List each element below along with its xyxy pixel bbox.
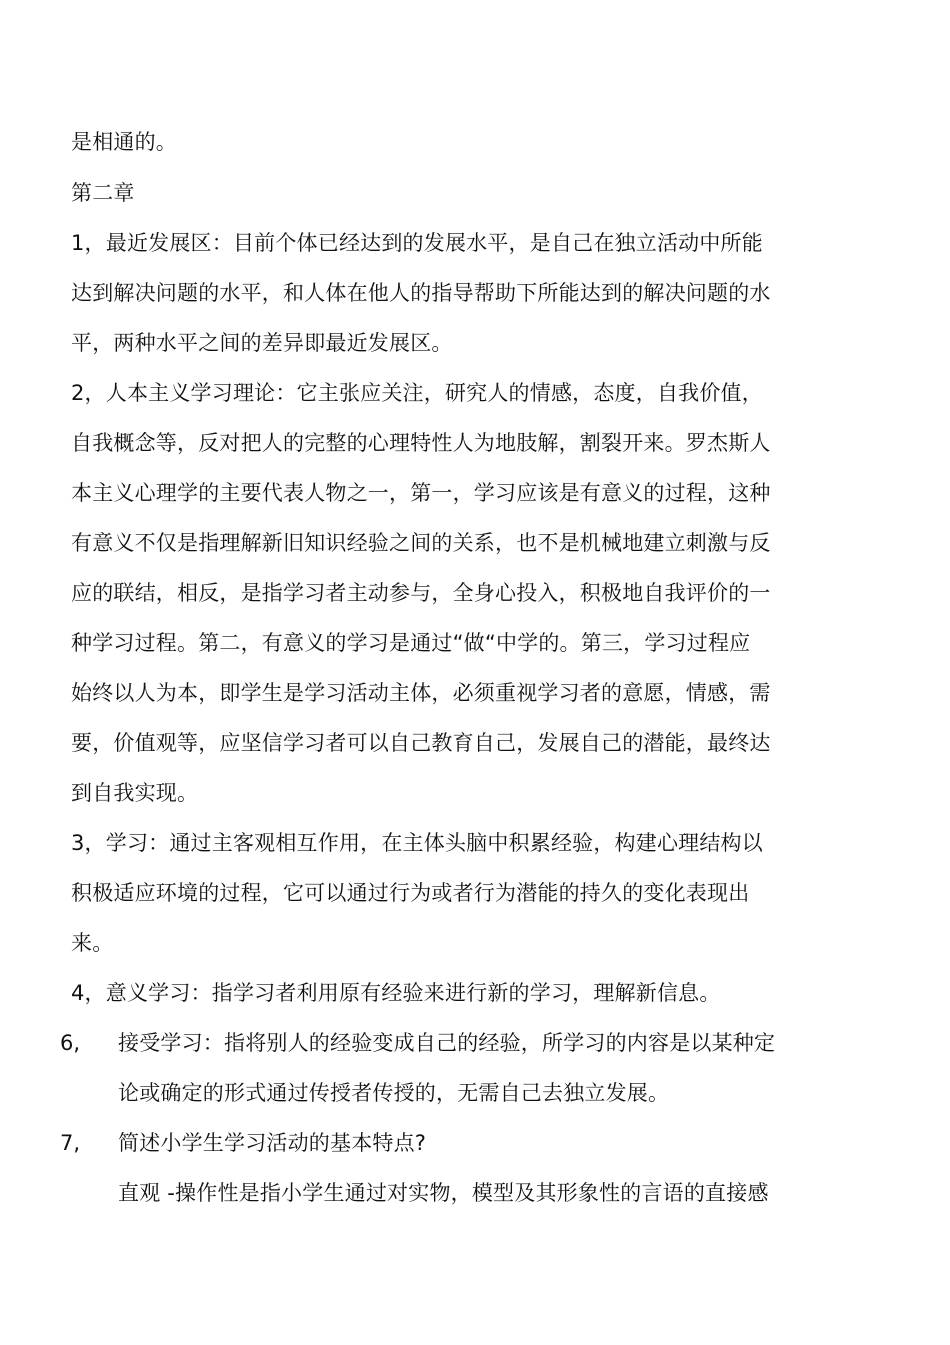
text-line: 到自我实现。 bbox=[71, 781, 199, 805]
text-line: 3，学习：通过主客观相互作用，在主体头脑中积累经验，构建心理结构以 bbox=[71, 831, 763, 855]
text-line: 积极适应环境的过程，它可以通过行为或者行为潜能的持久的变化表现出 bbox=[71, 881, 750, 905]
text-line: 是相通的。 bbox=[71, 130, 177, 154]
text-line: 要，价值观等，应坚信学习者可以自己教育自己，发展自己的潜能，最终达 bbox=[71, 731, 771, 755]
item-7-line-1: 简述小学生学习活动的基本特点? bbox=[118, 1131, 427, 1155]
text-line: 种学习过程。第二，有意义的学习是通过“做“中学的。第三，学习过程应 bbox=[71, 631, 751, 655]
text-line: 达到解决问题的水平，和人体在他人的指导帮助下所能达到的解决问题的水 bbox=[71, 281, 771, 305]
item-6-line-1: 接受学习：指将别人的经验变成自己的经验，所学习的内容是以某种定 bbox=[118, 1031, 776, 1055]
text-line: 来。 bbox=[71, 931, 114, 955]
item-7-number: 7, bbox=[60, 1131, 81, 1155]
item-6-number: 6, bbox=[60, 1031, 81, 1055]
text-line: 2，人本主义学习理论：它主张应关注，研究人的情感，态度，自我价值， bbox=[71, 381, 763, 405]
item-6-line-2: 论或确定的形式通过传授者传授的，无需自己去独立发展。 bbox=[118, 1081, 670, 1105]
text-line: 应的联结，相反，是指学习者主动参与，全身心投入，积极地自我评价的一 bbox=[71, 581, 771, 605]
text-line: 1，最近发展区：目前个体已经达到的发展水平，是自己在独立活动中所能 bbox=[71, 231, 763, 255]
text-line: 自我概念等，反对把人的完整的心理特性人为地肢解，割裂开来。罗杰斯人 bbox=[71, 431, 771, 455]
text-line: 始终以人为本，即学生是学习活动主体，必须重视学习者的意愿，情感，需 bbox=[71, 681, 771, 705]
item-7-line-2: 直观 -操作性是指小学生通过对实物，模型及其形象性的言语的直接感 bbox=[118, 1181, 769, 1205]
text-line: 4，意义学习：指学习者利用原有经验来进行新的学习，理解新信息。 bbox=[71, 981, 721, 1005]
chapter-heading: 第二章 bbox=[71, 181, 135, 205]
text-line: 本主义心理学的主要代表人物之一，第一，学习应该是有意义的过程，这种 bbox=[71, 481, 771, 505]
text-line: 平，两种水平之间的差异即最近发展区。 bbox=[71, 331, 453, 355]
text-line: 有意义不仅是指理解新旧知识经验之间的关系，也不是机械地建立刺激与反 bbox=[71, 531, 771, 555]
